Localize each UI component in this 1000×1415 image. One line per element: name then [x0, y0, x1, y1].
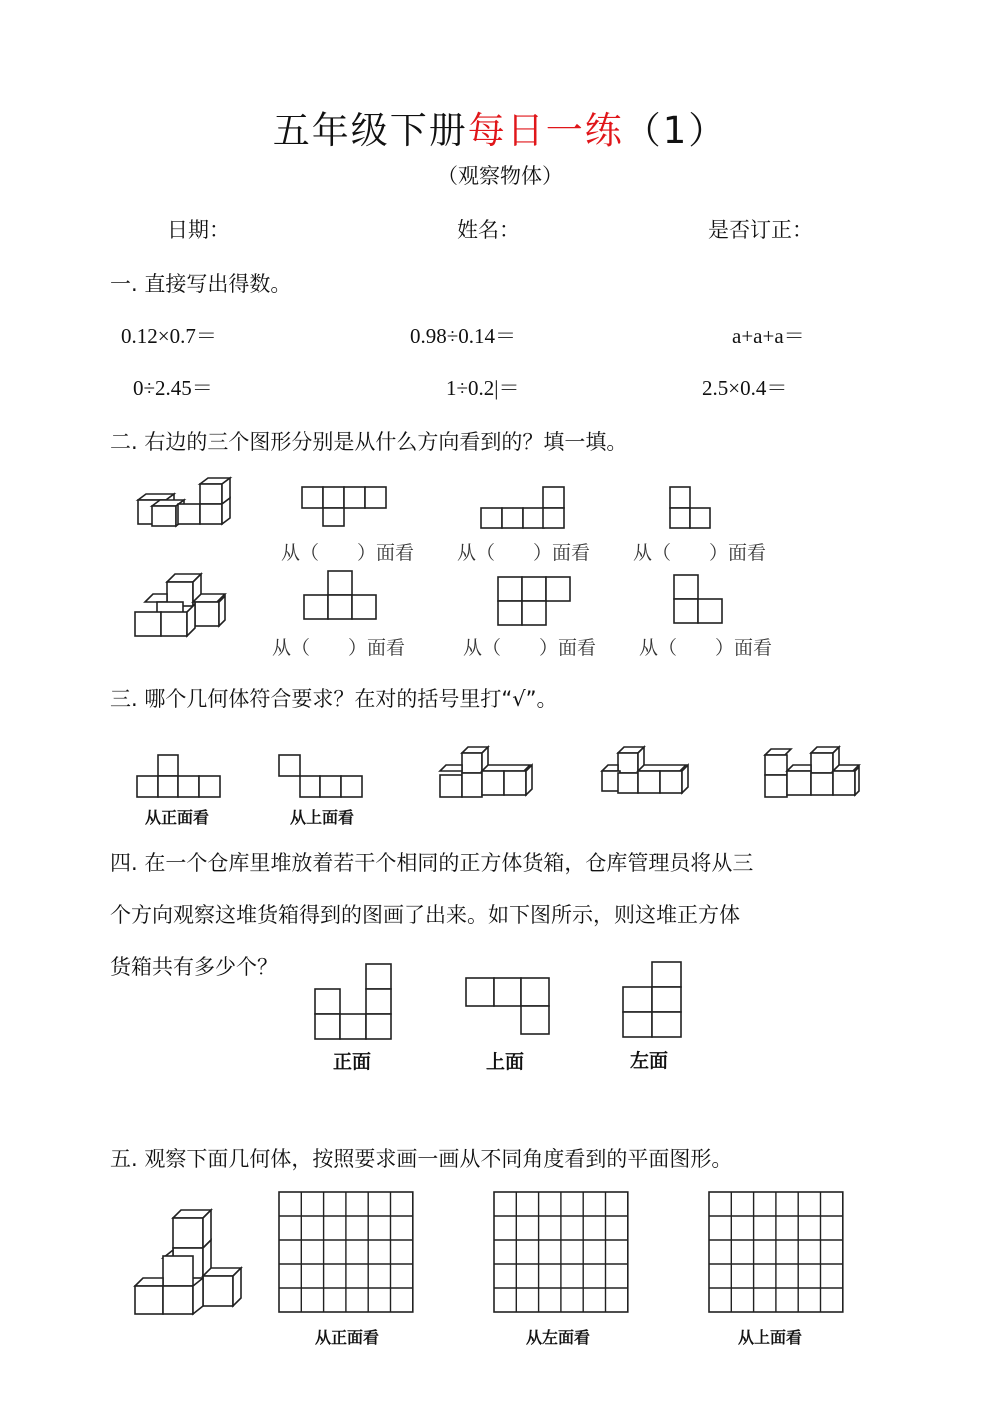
- view-shape: [670, 487, 712, 529]
- candidate-solid: [763, 745, 863, 800]
- calc-item: 1÷0.2|＝: [446, 376, 520, 400]
- front-view-caption: 从正面看: [145, 808, 210, 827]
- solid-b-figure: [133, 572, 228, 640]
- top-caption: 上面: [486, 1051, 525, 1073]
- left-caption: 左面: [630, 1050, 669, 1072]
- front-view-grid: [315, 964, 395, 1040]
- top-view-caption: 从上面看: [290, 808, 355, 827]
- view-shape: [302, 487, 387, 527]
- calc-item: 0.98÷0.14＝: [410, 324, 517, 348]
- view-label: 从（ ）面看: [463, 637, 597, 659]
- view-shape: [481, 487, 566, 529]
- left-view-grid: [623, 962, 685, 1038]
- view-shape: [674, 575, 724, 625]
- view-label: 从（ ）面看: [457, 542, 591, 564]
- title-suffix: （1）: [623, 109, 728, 152]
- candidate-solid: [600, 745, 690, 800]
- drawing-grid-left: [494, 1192, 629, 1313]
- calc-item: 0.12×0.7＝: [121, 324, 217, 348]
- page-subtitle: （观察物体）: [437, 164, 563, 188]
- candidate-solid: [438, 745, 538, 800]
- view-label: 从（ ）面看: [281, 542, 415, 564]
- solid-c-figure: [133, 1208, 245, 1318]
- drawing-grid-front: [279, 1192, 414, 1313]
- left-grid-caption: 从左面看: [526, 1328, 591, 1347]
- solid-a-figure: [130, 476, 230, 531]
- front-view-shape: [137, 755, 222, 799]
- section2-heading: 二. 右边的三个图形分别是从什么方向看到的？填一填。: [110, 430, 628, 454]
- section4-line3: 货箱共有多少个？: [110, 955, 278, 979]
- calc-item: a+a+a＝: [732, 324, 805, 348]
- view-label: 从（ ）面看: [639, 637, 773, 659]
- corrected-label: 是否订正：: [708, 218, 813, 242]
- date-label: 日期：: [167, 218, 230, 242]
- view-shape: [304, 571, 378, 621]
- page-title: [0, 100, 1000, 154]
- top-view-shape: [279, 755, 365, 799]
- title-prefix: 五年级下册: [272, 109, 468, 152]
- front-grid-caption: 从正面看: [315, 1328, 380, 1347]
- view-shape: [498, 577, 572, 627]
- front-caption: 正面: [333, 1051, 372, 1073]
- top-view-grid: [466, 978, 552, 1036]
- section3-heading: 三. 哪个几何体符合要求？在对的括号里打“√”。: [110, 687, 558, 711]
- top-grid-caption: 从上面看: [738, 1328, 803, 1347]
- section4-line2: 个方向观察这堆货箱得到的图画了出来。如下图所示，则这堆正方体: [110, 903, 740, 927]
- view-label: 从（ ）面看: [272, 637, 406, 659]
- title-highlight: 每日一练: [467, 109, 624, 152]
- drawing-grid-top: [709, 1192, 844, 1313]
- name-label: 姓名：: [457, 218, 520, 242]
- section1-heading: 一. 直接写出得数。: [110, 272, 292, 296]
- calc-item: 2.5×0.4＝: [702, 376, 788, 400]
- view-label: 从（ ）面看: [633, 542, 767, 564]
- section4-line1: 四. 在一个仓库里堆放着若干个相同的正方体货箱，仓库管理员将从三: [110, 851, 754, 875]
- calc-item: 0÷2.45＝: [133, 376, 213, 400]
- section5-heading: 五. 观察下面几何体，按照要求画一画从不同角度看到的平面图形。: [110, 1147, 733, 1171]
